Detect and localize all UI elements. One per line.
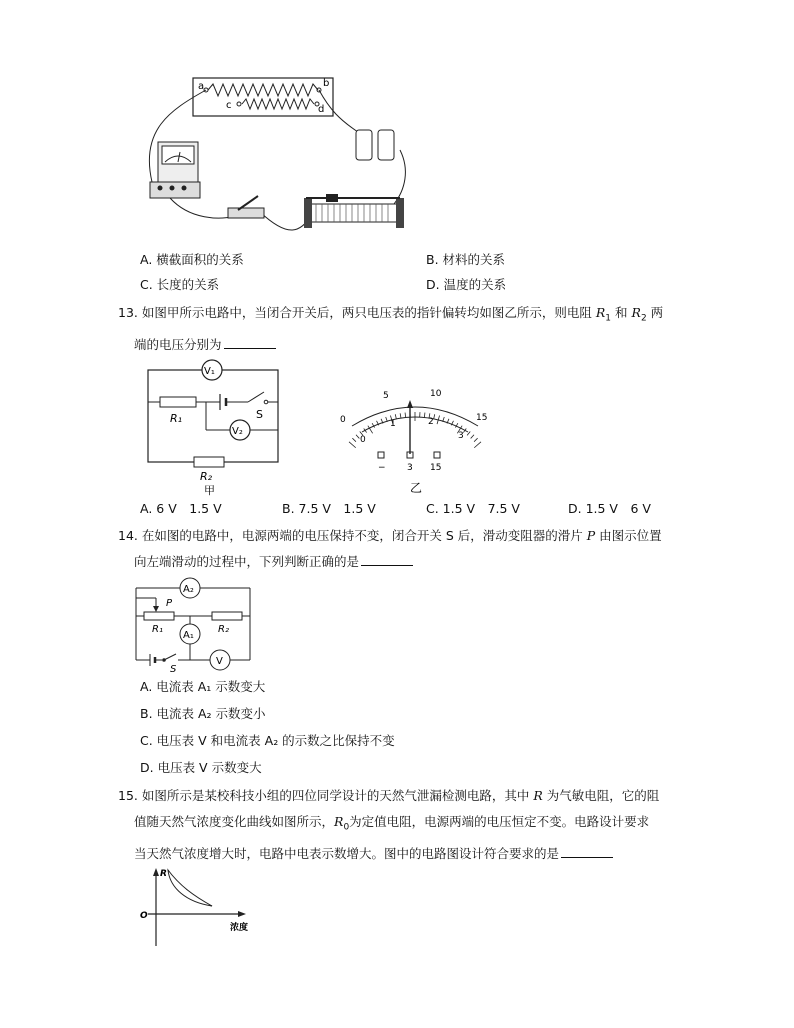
scale-bottom-0: 0 [360,435,366,445]
a2-label: A₂ [183,584,194,595]
graph-x-label: 浓度 [230,923,249,933]
rheostat-r1-symbol [144,612,174,620]
q15-text-line2b: 为定值电阻，电源两端的电压恒定不变。电路设计要求 [349,814,650,829]
scale-top-10: 10 [430,389,442,399]
q15-number: 15. [118,788,138,803]
dial-tick [474,438,478,442]
scale-top-0: 0 [340,415,346,425]
q13-r1: R [595,305,606,320]
v-label: V [216,656,223,667]
q15-r: R [533,788,543,803]
q13-voltmeter-dial-figure-yi [330,380,500,498]
q14-answer-blank[interactable] [361,553,413,566]
q14-option-b[interactable]: B. 电流表 A₂ 示数变小 [140,706,266,721]
dial-tick [474,442,481,448]
a1-label: A₁ [183,630,194,641]
resistor-r2-symbol [194,457,224,467]
dial-tick [352,438,356,442]
dial-tick [424,413,425,418]
q14-option-c[interactable]: C. 电压表 V 和电流表 A₂ 的示数之比保持不变 [140,733,395,748]
graph-curve-lower [168,870,212,906]
scale-bottom-1: 1 [390,419,396,429]
q15-text-line3: 当天然气浓度增大时，电路中电表示数增大。图中的电路图设计符合要求的是 [134,845,560,861]
terminal-d-label: d [318,104,325,115]
scale-bottom-2: 2 [428,417,434,427]
terminal-c-label: c [226,100,232,111]
q13-text-line2: 端的电压分别为 [134,336,222,352]
q13-option-a[interactable]: A. 6 V 1.5 V [140,501,222,516]
q12-option-c[interactable]: C. 长度的关系 [140,277,220,292]
r2-label: R₂ [218,624,229,635]
dial-tick [356,435,359,439]
q12-option-a[interactable]: A. 横截面积的关系 [140,252,244,267]
q12-option-d[interactable]: D. 温度的关系 [426,277,507,292]
r1-label: R₁ [170,412,183,425]
scale-top-5: 5 [383,391,389,401]
dial-tick [405,413,406,418]
graph-y-label: R [160,869,167,879]
q13-r2-sub: 2 [640,313,647,324]
q13-text-line1: 如图甲所示电路中，当闭合开关后，两只电压表的指针偏转均如图乙所示，则电阻 [141,305,592,320]
q13-circuit-figure-jia [140,356,290,496]
terminal-15: 15 [430,463,442,473]
caption-yi: 乙 [410,481,423,495]
switch-s-label: S [256,408,263,421]
q14-number: 14. [118,528,138,543]
q15-resistance-concentration-graph [138,866,258,950]
terminal-minus: − [378,463,386,473]
q12-apparatus-figure [130,70,430,245]
q12-option-b[interactable]: B. 材料的关系 [426,252,506,267]
q14-text-line1b: 由图示位置 [599,528,662,543]
p-label: P [166,598,173,609]
q15-text-line2a: 值随天然气浓度变化曲线如图所示， [134,814,335,829]
r2-label: R₂ [200,470,213,483]
r1-label: R₁ [152,624,163,635]
q13-text-line1-end: 两 [650,305,664,320]
v2-label: V₂ [232,426,243,437]
q14-circuit-figure [126,574,266,674]
q14-option-a[interactable]: A. 电流表 A₁ 示数变大 [140,679,266,694]
q13-stem [118,300,718,358]
terminal-3: 3 [407,463,413,473]
q13-and: 和 [615,305,628,320]
q14-stem [118,523,718,575]
q15-text-line1a: 如图所示是某校科技小组的四位同学设计的天然气泄漏检测电路，其中 [141,788,530,803]
scale-top-15: 15 [476,413,488,423]
q14-text-line1a: 在如图的电路中，电源两端的电压保持不变，闭合开关 S 后，滑动变阻器的滑片 [141,528,583,543]
v1-label: V₁ [204,366,215,377]
dial-tick [400,413,401,418]
switch-s-label: S [170,664,177,674]
caption-jia: 甲 [204,484,215,496]
dial-tick [434,414,435,419]
q14-p: P [586,528,596,543]
q15-answer-blank[interactable] [561,845,613,858]
terminal-b-label: b [323,78,330,89]
dial-tick [471,435,474,439]
resistor-r1-symbol [160,397,196,407]
q15-r0-sub: 0 [343,822,350,833]
q13-option-b[interactable]: B. 7.5 V 1.5 V [282,501,376,516]
q15-text-line1b: 为气敏电阻，它的阻 [546,788,660,803]
q13-option-d[interactable]: D. 1.5 V 6 V [568,501,651,516]
resistor-r2-symbol [212,612,242,620]
q15-stem [118,783,738,867]
q13-answer-blank[interactable] [224,336,276,349]
scale-bottom-3: 3 [458,431,464,441]
graph-origin-label: O [140,911,148,921]
graph-curve-upper [168,870,212,906]
q14-text-line2: 向左端滑动的过程中，下列判断正确的是 [134,554,360,569]
q15-r0: R [334,814,344,829]
q13-number: 13. [118,305,138,320]
q13-option-c[interactable]: C. 1.5 V 7.5 V [426,501,520,516]
q13-r2: R [631,305,641,320]
terminal-a-label: a [198,81,205,92]
q14-option-d[interactable]: D. 电压表 V 示数变大 [140,760,262,775]
dial-tick [349,442,356,448]
q13-r1-sub: 1 [605,313,612,324]
